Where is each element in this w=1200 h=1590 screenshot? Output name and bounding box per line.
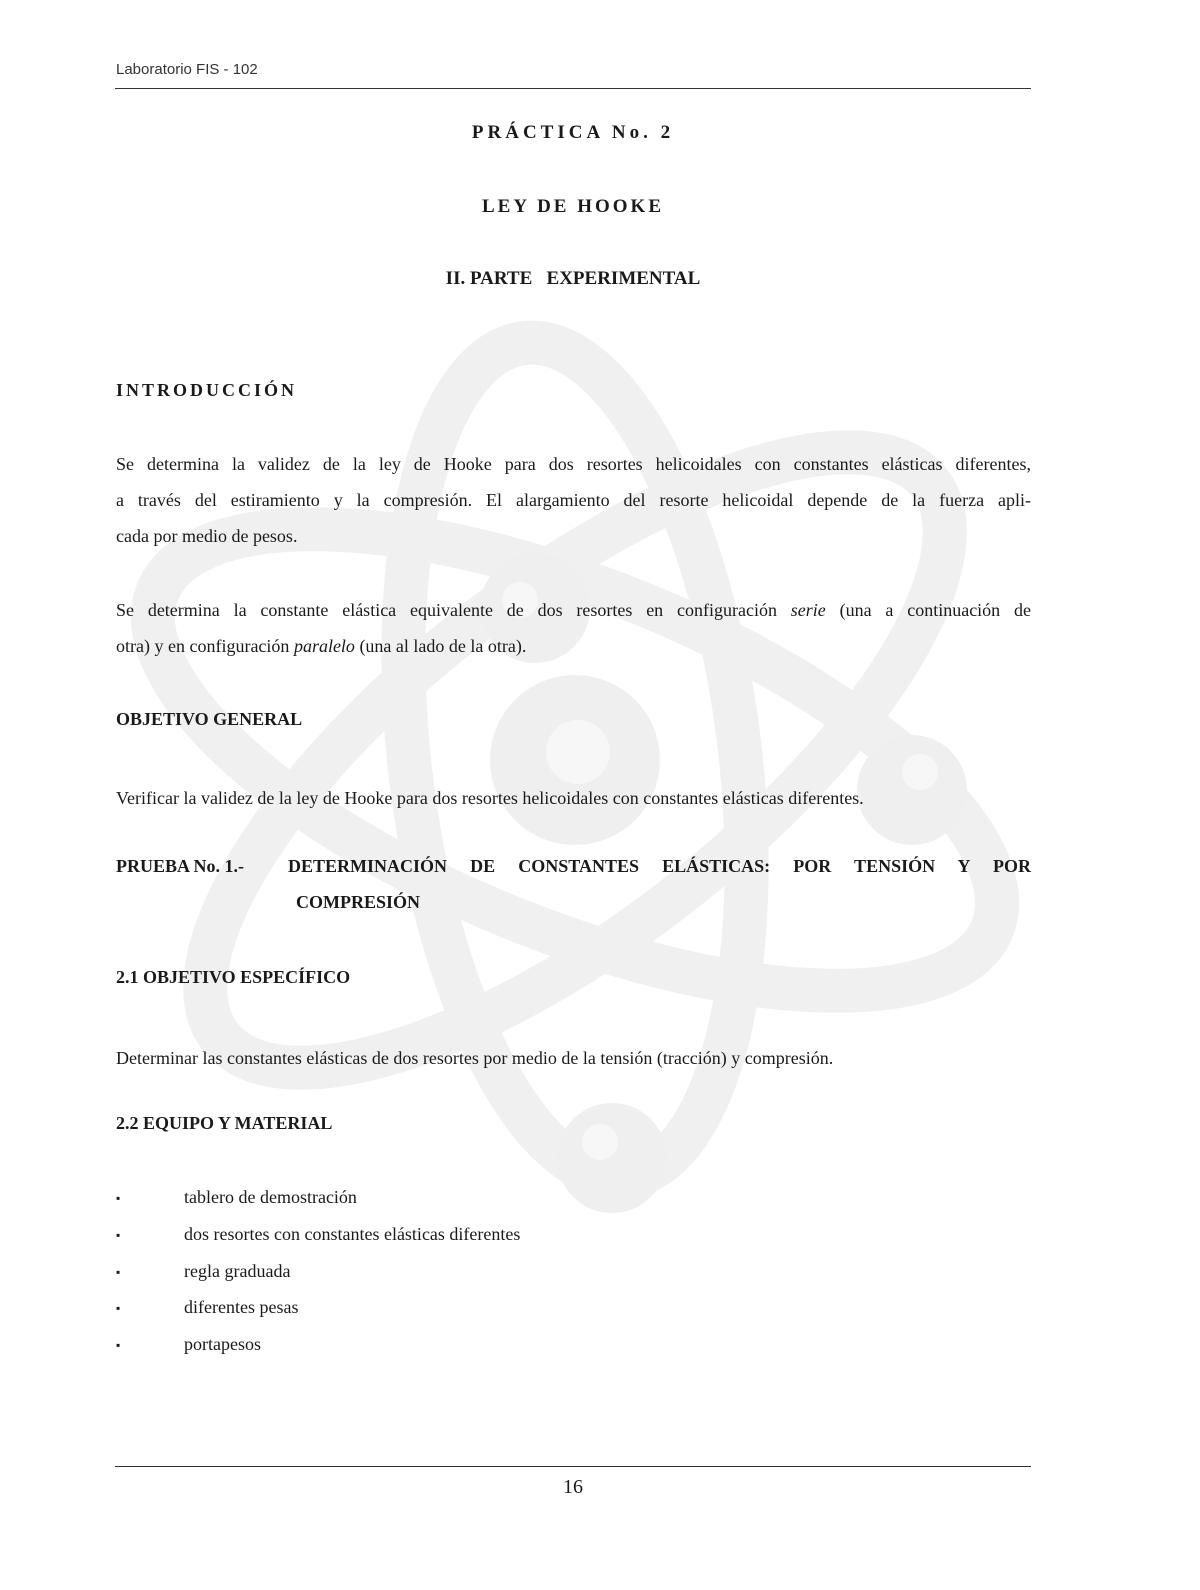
law-title: LEY DE HOOKE bbox=[481, 196, 665, 217]
text-run: otra) y en configuración bbox=[116, 636, 294, 656]
paragraph-line: cada por medio de pesos. bbox=[116, 526, 298, 546]
emphasis-serie: serie bbox=[790, 600, 826, 620]
header-rule bbox=[115, 88, 1031, 89]
bullet-icon: ▪ bbox=[116, 1338, 121, 1352]
general-objective-heading: OBJETIVO GENERAL bbox=[116, 709, 303, 729]
part-title: II. PARTE EXPERIMENTAL bbox=[445, 268, 701, 289]
equipment-item: diferentes pesas bbox=[184, 1297, 299, 1317]
text-run: (una al lado de la otra). bbox=[354, 636, 527, 656]
test-label: PRUEBA No. 1.- bbox=[116, 856, 245, 876]
introduction-paragraph-2 bbox=[116, 592, 1031, 664]
test-title-line-1: DETERMINACIÓN DE CONSTANTES ELÁSTICAS: POR TENSIÓN Y POR bbox=[288, 856, 1031, 876]
specific-objective-heading: 2.1 OBJETIVO ESPECÍFICO bbox=[116, 967, 351, 987]
paragraph-line: Se determina la validez de la ley de Hooke para dos resortes helicoidales con constantes elásticas diferentes, bbox=[116, 454, 1031, 474]
running-header: Laboratorio FIS - 102 bbox=[116, 61, 258, 78]
emphasis-paralelo: paralelo bbox=[293, 636, 355, 656]
page-number: 16 bbox=[563, 1476, 583, 1498]
bullet-icon: ▪ bbox=[116, 1228, 121, 1242]
text-run: (una a continuación de bbox=[825, 600, 1031, 620]
bullet-icon: ▪ bbox=[116, 1191, 121, 1205]
specific-objective-text: Determinar las constantes elásticas de dos resortes por medio de la tensión (tracción) y compresión. bbox=[116, 1048, 834, 1068]
paragraph-line bbox=[116, 628, 1031, 664]
equipment-item: portapesos bbox=[184, 1334, 261, 1354]
bullet-icon: ▪ bbox=[116, 1301, 121, 1315]
general-objective-text: Verificar la validez de la ley de Hooke para dos resortes helicoidales con constantes elásticas diferentes. bbox=[116, 788, 864, 808]
introduction-heading: INTRODUCCIÓN bbox=[116, 380, 298, 400]
equipment-heading: 2.2 EQUIPO Y MATERIAL bbox=[116, 1113, 333, 1133]
practice-title: PRÁCTICA No. 2 bbox=[471, 122, 675, 143]
paragraph-line bbox=[116, 592, 1031, 628]
test-title-line-2: COMPRESIÓN bbox=[296, 892, 421, 912]
introduction-paragraph-1 bbox=[116, 446, 1031, 554]
equipment-item: dos resortes con constantes elásticas diferentes bbox=[184, 1224, 521, 1244]
paragraph-line: a través del estiramiento y la compresión. El alargamiento del resorte helicoidal depende de la fuerza apli- bbox=[116, 490, 1031, 510]
text-run: Se determina la constante elástica equivalente de dos resortes en configuración bbox=[116, 600, 791, 620]
equipment-item: tablero de demostración bbox=[184, 1187, 357, 1207]
equipment-item: regla graduada bbox=[184, 1261, 291, 1281]
footer-rule bbox=[115, 1466, 1031, 1467]
bullet-icon: ▪ bbox=[116, 1265, 121, 1279]
